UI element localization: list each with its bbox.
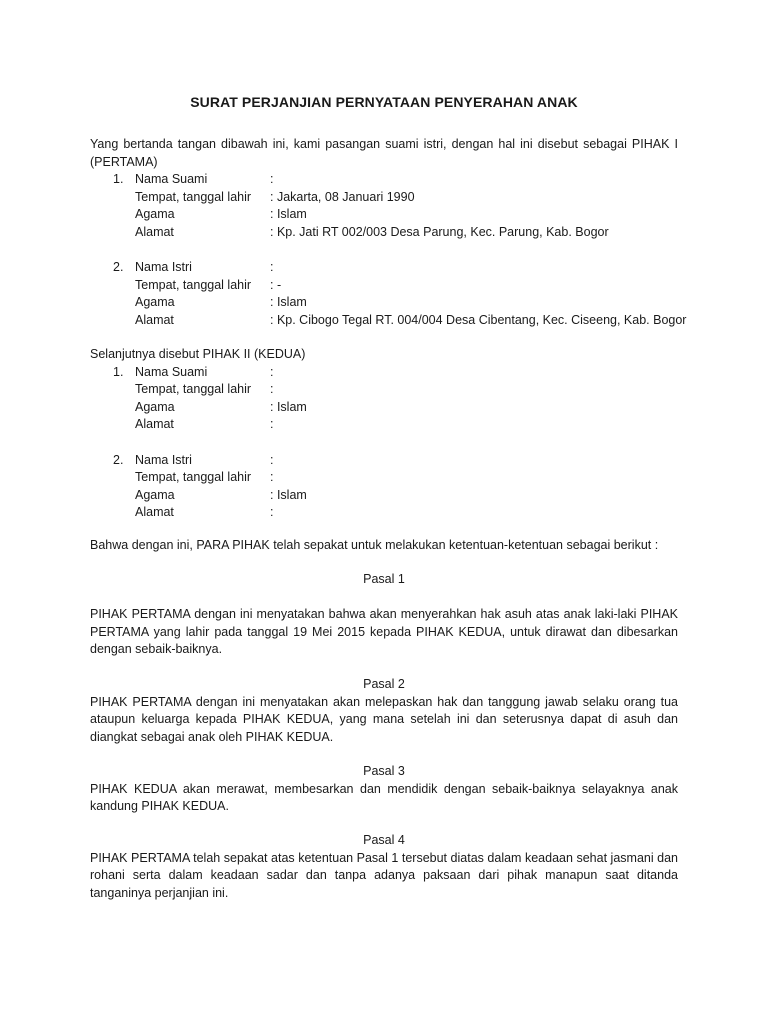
pihak1-row [90, 206, 678, 224]
row-number: 2. [113, 452, 124, 467]
row-label: Agama [135, 207, 175, 222]
row-value: : [270, 382, 274, 397]
row-value: : Jakarta, 08 Januari 1990 [270, 189, 415, 204]
pihak2-row [90, 416, 678, 434]
row-label: Alamat [135, 505, 174, 520]
pihak1-row [90, 224, 678, 242]
pihak2-intro: Selanjutnya disebut PIHAK II (KEDUA) [90, 347, 306, 361]
row-label: Alamat [135, 224, 174, 239]
pihak1-row [90, 259, 678, 277]
row-value: : Islam [270, 399, 307, 414]
document-title: SURAT PERJANJIAN PERNYATAAN PENYERAHAN ANAK [190, 94, 578, 110]
row-label: Alamat [135, 312, 174, 327]
row-value: : [270, 505, 274, 520]
row-label: Tempat, tanggal lahir [135, 189, 252, 204]
row-label: Tempat, tanggal lahir [135, 277, 252, 292]
row-value: : Islam [270, 207, 307, 222]
row-label: Nama Suami [135, 172, 208, 187]
row-value: : - [270, 277, 282, 292]
intro-paragraph: Yang bertanda tangan dibawah ini, kami pasangan suami istri, dengan hal ini disebut sebagai PIHAK I (PERTAMA) [90, 137, 678, 169]
pihak1-row [90, 312, 687, 330]
pihak2-row [90, 452, 678, 470]
pasal-3-heading: Pasal 3 [363, 764, 405, 778]
pihak2-row [90, 399, 678, 417]
pihak1-row [90, 171, 678, 189]
pasal-4-heading: Pasal 4 [363, 833, 405, 847]
row-number: 1. [113, 364, 124, 379]
pihak1-list [90, 171, 687, 329]
pihak2-row [90, 381, 678, 399]
row-value: : [270, 260, 274, 275]
spacer-row [90, 434, 678, 452]
spacer-row [90, 242, 678, 260]
pihak2-row [90, 469, 678, 487]
pihak2-row [90, 364, 678, 382]
agreement-intro: Bahwa dengan ini, PARA PIHAK telah sepakat untuk melakukan ketentuan-ketentuan sebagai berikut : [90, 538, 659, 552]
row-label: Nama Istri [135, 260, 192, 275]
row-value: : [270, 172, 274, 187]
pasal-3-text: PIHAK KEDUA akan merawat, membesarkan dan mendidik dengan sebaik-baiknya selayaknya anak kandung PIHAK KEDUA. [90, 781, 678, 814]
row-value: : Islam [270, 487, 307, 502]
pihak2-row [90, 504, 678, 522]
row-value: : [270, 470, 274, 485]
pasal-1-heading: Pasal 1 [363, 572, 405, 586]
row-value: : [270, 452, 274, 467]
row-value: : Islam [270, 295, 307, 310]
row-label: Tempat, tanggal lahir [135, 382, 252, 397]
pihak2-list [90, 364, 678, 522]
pihak1-row [90, 277, 678, 295]
document-page [90, 0, 687, 1024]
pasal-2-heading: Pasal 2 [363, 677, 405, 691]
row-value: : Kp. Cibogo Tegal RT. 004/004 Desa Cibentang, Kec. Ciseeng, Kab. Bogor [270, 312, 687, 327]
row-value: : [270, 364, 274, 379]
row-value: : Kp. Jati RT 002/003 Desa Parung, Kec. Parung, Kab. Bogor [270, 224, 609, 239]
row-number: 1. [113, 172, 124, 187]
pasal-2-text: PIHAK PERTAMA dengan ini menyatakan akan melepaskan hak dan tanggung jawab selaku orang tua ataupun keluarga kepada PIHAK KEDUA, yang mana setelah ini dan seterusnya dapat di asuh dan diangkat sebagai anak oleh PIHAK KEDUA. [90, 694, 678, 744]
pihak1-row [90, 189, 678, 207]
pihak2-row [90, 487, 678, 505]
pihak1-row [90, 294, 678, 312]
row-label: Agama [135, 295, 175, 310]
row-label: Agama [135, 399, 175, 414]
pasal-1-text: PIHAK PERTAMA dengan ini menyatakan bahwa akan menyerahkan hak asuh atas anak laki-laki PIHAK PERTAMA yang lahir pada tanggal 19 Mei 2015 kepada PIHAK KEDUA, untuk dirawat dan dibesarkan dengan sebaik-baiknya. [90, 607, 678, 657]
row-number: 2. [113, 260, 124, 275]
row-label: Nama Istri [135, 452, 192, 467]
row-value: : [270, 417, 274, 432]
row-label: Alamat [135, 417, 174, 432]
row-label: Agama [135, 487, 175, 502]
row-label: Nama Suami [135, 364, 208, 379]
pasal-4-text: PIHAK PERTAMA telah sepakat atas ketentuan Pasal 1 tersebut diatas dalam keadaan sehat jasmani dan rohani serta dalam keadaan sadar dan tanpa adanya paksaan dari pihak manapun saat ditanda tanganinya perjanjian ini. [90, 850, 678, 900]
row-label: Tempat, tanggal lahir [135, 470, 252, 485]
